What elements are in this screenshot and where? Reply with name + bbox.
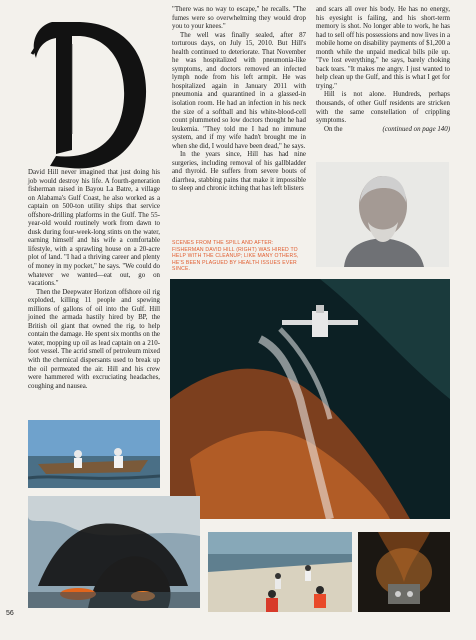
- continued-note: (continued on page 140): [382, 125, 450, 133]
- body-paragraph: "There was no way to escape," he recalls. "The fumes were so overwhelming they would drop you to your knees.": [172, 6, 306, 31]
- body-paragraph: and scars all over his body. He has no energy, his eyesight is failing, and his short-term memory is shot. No longer able to work, he has had to sell off his possessions and now lives in a mobile home on disability payments of $1,200 a month while the unpaid medical bills pile up. "I've lost everything," he says, barely choking back tears. "It makes me angry. I just wanted to help clean up the Gulf, and this is what I get for trying.": [316, 6, 450, 90]
- body-paragraph: Then the Deepwater Horizon offshore oil rig exploded, killing 11 people and spewing millions of gallons of oil into the Gulf. Hill joined the armada hastily hired by BP, the British oil giant that owned the rig, to help contain the damage. He spent six months on the water, mopping up oil as lead captain on a 210-foot vessel. The acrid smell of petroleum mixed with the chemical dispersants used to break up the oil permeated the air. Hill and his crew were hammered with excruciating headaches, coughing and nausea.: [28, 288, 160, 390]
- page-number: 56: [6, 610, 14, 617]
- body-paragraph: In the years since, Hill has had nine surgeries, including removal of his gallbladder and thyroid. He suffers from severe bouts of diarrhea, stabbing pains that make it impossible to sleep and chronic itching that has left blisters: [172, 151, 306, 193]
- dropcap-inline: D: [28, 169, 33, 176]
- plane-spraying-photo: [170, 279, 450, 519]
- column-3-text: [316, 6, 450, 134]
- body-paragraph: The well was finally sealed, after 87 torturous days, on July 15, 2010. But Hill's health continued to deteriorate. That November he was hospitalized with pneumonia-like symptoms, and doctors removed an infected lymph node from his left armpit. He was hospitalized again in January 2011 with pneumonia and quarantined in a glassed-in isolation room. He had an infection in his neck the size of a softball and his white-blood-cell count plummeted so low doctors thought he had leukemia. "They told me I had no immune system, and if my wife hadn't brought me in when she did, I would have been dead," he says.: [172, 31, 306, 150]
- opening-paragraph: David Hill never imagined that just doing his job would destroy his life. A fourth-generation fisherman raised in Bayou La Batre, a village on Alabama's Gulf Coast, he also worked as a captain on 500-ton utility ships that service offshore-drilling platforms in the Gulf. The 55-year-old would routinely work from dawn to dusk during four-week-long stints on the water, earning himself and his wife a comfortable lifestyle, with a sprawling house on a 20-acre plot of land. "I had a thriving career and plenty of money in my pocket," he says. "We could do whatever we wanted—eat out, go on vacations.": [28, 169, 160, 288]
- portrait-photo: [316, 162, 449, 267]
- oil-well-photo: [358, 532, 450, 612]
- column-2-text: [172, 6, 306, 194]
- dropcap-letter: [20, 14, 155, 174]
- column-1-text: [28, 169, 160, 391]
- cleanup-boat-photo: [28, 420, 160, 488]
- photo-caption: SCENES FROM THE SPILL AND AFTER: FISHERMAN DAVID HILL (RIGHT) WAS HIRED TO HELP WITH THE CLEANUP; LIKE MANY OTHERS, HE'S BEEN PLAGUED BY HEALTH ISSUES EVER SINCE.: [172, 240, 299, 273]
- beach-cleanup-photo: [208, 532, 352, 612]
- body-paragraph: On the (continued on page 140): [324, 125, 450, 133]
- body-paragraph: Hill is not alone. Hundreds, perhaps thousands, of other Gulf residents are stricken with the same constellation of crippling symptoms.: [316, 91, 450, 125]
- burning-oil-photo: [28, 496, 200, 608]
